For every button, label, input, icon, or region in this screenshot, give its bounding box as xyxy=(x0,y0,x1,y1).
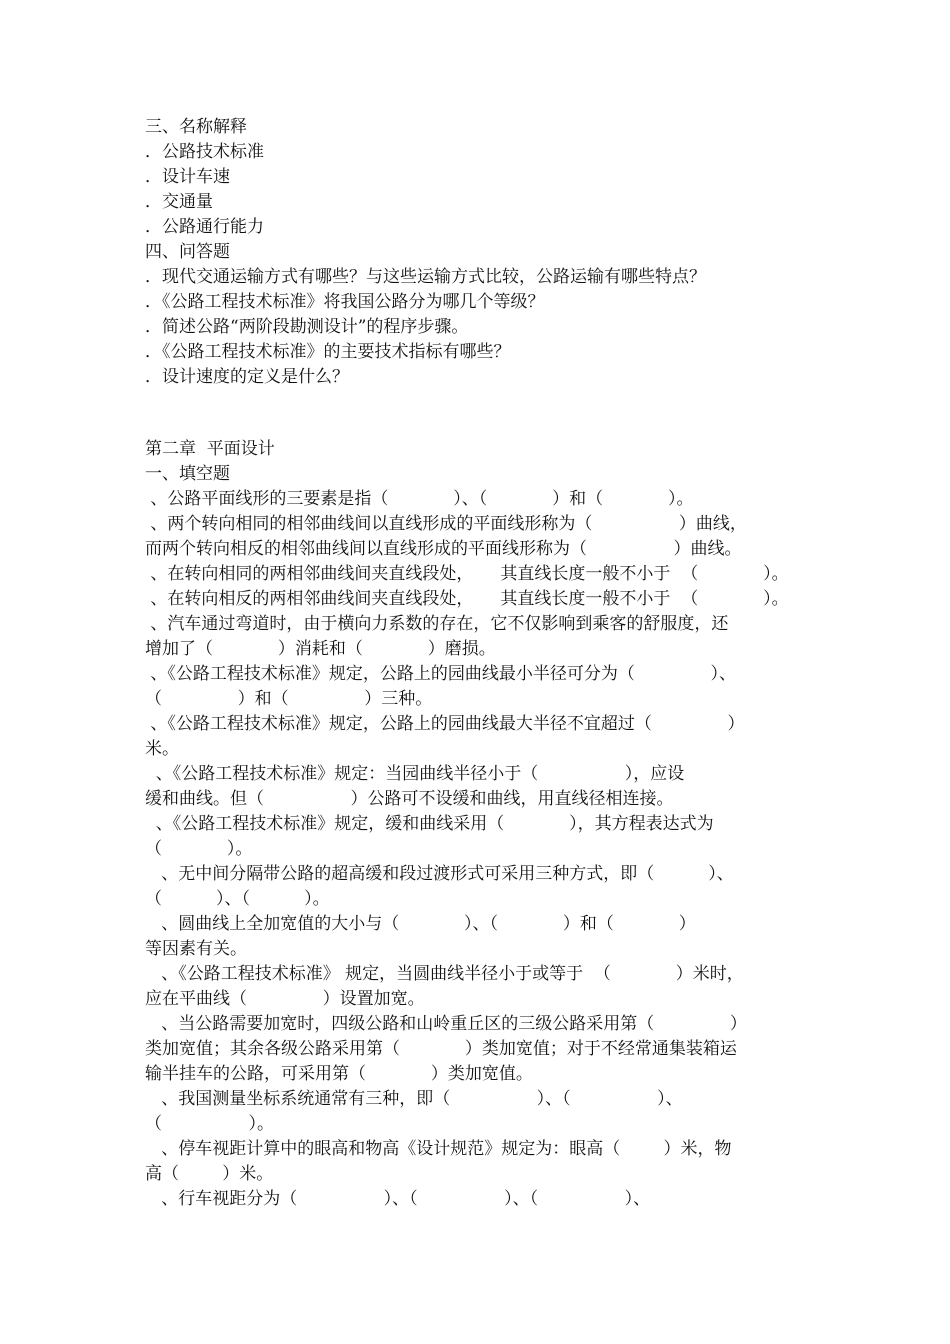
fill-blank-line: 米。 xyxy=(145,739,179,759)
fill-blank-line: 、汽车通过弯道时，由于横向力系数的存在，它不仅影响到乘客的舒服度，还 xyxy=(145,614,729,634)
fill-blank-heading: 一、填空题 xyxy=(145,464,230,484)
question-item: ．《公路工程技术标准》的主要技术指标有哪些？ xyxy=(145,342,511,362)
fill-blank-line: 、行车视距分为（ ）、（ ）、（ ）、 xyxy=(145,1189,651,1209)
fill-blank-line: 而两个转向相反的相邻曲线间以直线形成的平面线形称为（ ）曲线。 xyxy=(145,539,742,559)
fill-blank-line: 、停车视距计算中的眼高和物高《设计规范》规定为：眼高（ ）米，物 xyxy=(145,1139,732,1159)
fill-blank-line: 、《公路工程技术标准》规定，公路上的园曲线最小半径可分为（ ）、 xyxy=(145,664,737,684)
fill-blank-line: 类加宽值；其余各级公路采用第（ ）类加宽值；对于不经常通集装箱运 xyxy=(145,1039,737,1059)
fill-blank-line: 、圆曲线上全加宽值的大小与（ ）、（ ）和（ ） xyxy=(145,914,696,934)
fill-blank-line: 、《公路工程技术标准》规定，缓和曲线采用（ ），其方程表达式为 xyxy=(145,814,714,834)
term-item: ．设计车速 xyxy=(145,167,230,187)
fill-blank-line: 、公路平面线形的三要素是指（ ）、（ ）和（ ）。 xyxy=(145,489,694,509)
section-heading-terms: 三、名称解释 xyxy=(145,117,247,137)
fill-blank-line: 应在平曲线（ ）设置加宽。 xyxy=(145,989,425,1009)
fill-blank-line: 、两个转向相同的相邻曲线间以直线形成的平面线形称为（ ）曲线， xyxy=(145,514,747,534)
term-item: ．公路通行能力 xyxy=(145,217,264,237)
question-item: ．设计速度的定义是什么？ xyxy=(145,367,349,387)
fill-blank-line: 等因素有关。 xyxy=(145,939,247,959)
fill-blank-line: 增加了（ ）消耗和（ ）磨损。 xyxy=(145,639,496,659)
question-item: ．简述公路“两阶段勘测设计”的程序步骤。 xyxy=(145,317,469,337)
fill-blank-line: 、在转向相反的两相邻曲线间夹直线段处， 其直线长度一般不小于 （ ）。 xyxy=(145,589,789,609)
fill-blank-line: （ ）和（ ）三种。 xyxy=(145,689,433,709)
fill-blank-line: （ ）。 xyxy=(145,839,253,859)
fill-blank-line: （ ）。 xyxy=(145,1114,274,1134)
fill-blank-line: 、《公路工程技术标准》 规定，当圆曲线半径小于或等于 （ ）米时， xyxy=(145,964,744,984)
question-item: ．《公路工程技术标准》将我国公路分为哪几个等级？ xyxy=(145,292,545,312)
fill-blank-line: 、《公路工程技术标准》规定：当园曲线半径小于（ ），应设 xyxy=(145,764,685,784)
fill-blank-line: 、在转向相同的两相邻曲线间夹直线段处， 其直线长度一般不小于 （ ）。 xyxy=(145,564,789,584)
question-item: ．现代交通运输方式有哪些？与这些运输方式比较，公路运输有哪些特点？ xyxy=(145,267,706,287)
term-item: ．交通量 xyxy=(145,192,213,212)
section-heading-questions: 四、问答题 xyxy=(145,242,230,262)
fill-blank-line: 、当公路需要加宽时，四级公路和山岭重丘区的三级公路采用第（ ） xyxy=(145,1014,747,1034)
fill-blank-line: 高（ ）米。 xyxy=(145,1164,274,1184)
fill-blank-line: 、《公路工程技术标准》规定，公路上的园曲线最大半径不宜超过（ ） xyxy=(145,714,745,734)
fill-blank-line: 、无中间分隔带公路的超高缓和段过渡形式可采用三种方式，即（ ）、 xyxy=(145,864,734,884)
term-item: ．公路技术标准 xyxy=(145,142,264,162)
fill-blank-line: 缓和曲线。但（ ）公路可不设缓和曲线，用直线径相连接。 xyxy=(145,789,674,809)
chapter-title: 第二章 平面设计 xyxy=(145,439,275,459)
fill-blank-line: 输半挂车的公路，可采用第（ ）类加宽值。 xyxy=(145,1064,533,1084)
fill-blank-line: （ ）、（ ）。 xyxy=(145,889,330,909)
fill-blank-line: 、我国测量坐标系统通常有三种，即（ ）、（ ）、 xyxy=(145,1089,683,1109)
